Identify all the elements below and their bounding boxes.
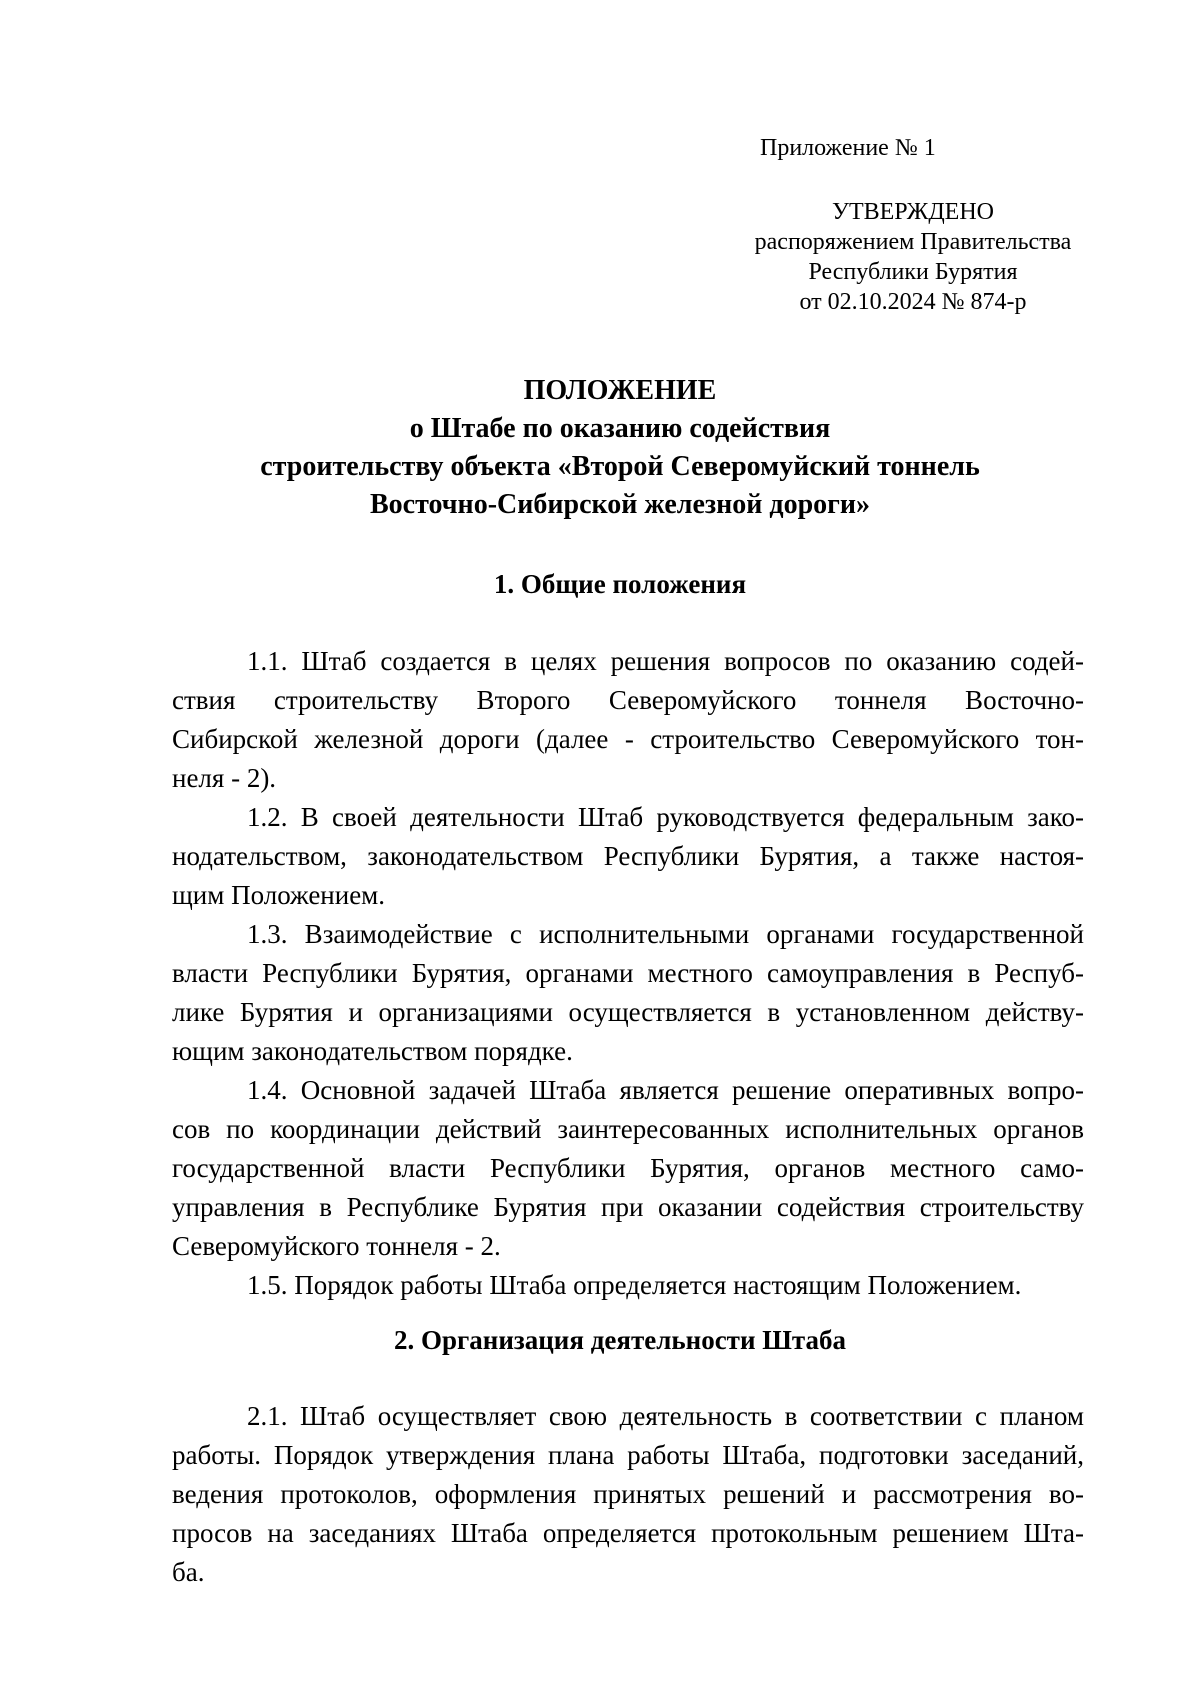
paragraph-line: Северомуйского тоннеля - 2. — [172, 1231, 501, 1261]
paragraph-1-2 — [172, 798, 1084, 915]
paragraph-1-4 — [172, 1071, 1084, 1266]
section-heading-organization: 2. Организация деятельности Штаба — [394, 1325, 846, 1355]
paragraph-line: работы. Порядок утверждения плана работы Штаба, подготовки заседаний, — [172, 1440, 1084, 1470]
paragraph-line: 1.4. Основной задачей Штаба является решение оперативных вопро- — [247, 1075, 1084, 1105]
title-line: Восточно-Сибирской железной дороги» — [370, 489, 870, 520]
paragraph-line: государственной власти Республики Бурятия, органов местного само- — [172, 1153, 1084, 1183]
paragraph-line: 1.1. Штаб создается в целях решения вопросов по оказанию содей- — [247, 646, 1084, 676]
title-line: ПОЛОЖЕНИЕ — [523, 375, 717, 406]
paragraph-line: ствия строительству Второго Северомуйского тоннеля Восточно- — [172, 685, 1084, 715]
section-heading-general: 1. Общие положения — [493, 569, 747, 599]
paragraph-1-5 — [172, 1266, 1084, 1305]
approved-line: УТВЕРЖДЕНО — [831, 199, 995, 225]
paragraph-1-3 — [172, 915, 1084, 1071]
paragraph-line: ба. — [172, 1557, 205, 1587]
paragraph-line: управления в Республике Бурятия при оказании содействия строительству — [172, 1192, 1084, 1222]
title-line: строительству объекта «Второй Северомуйский тоннель — [260, 451, 980, 482]
paragraph-line: лике Бурятия и организациями осуществляется в установленном действу- — [172, 997, 1084, 1027]
paragraph-line: сов по координации действий заинтересованных исполнительных органов — [172, 1114, 1084, 1144]
title-line: о Штабе по оказанию содействия — [409, 413, 831, 444]
paragraph-line: неля - 2). — [172, 763, 277, 793]
approval-stamp-block — [748, 197, 1078, 317]
paragraph-line: власти Республики Бурятия, органами местного самоуправления в Респуб- — [172, 958, 1084, 988]
document-title — [170, 372, 1070, 524]
paragraph-line: Сибирской железной дороги (далее - строительство Северомуйского тон- — [172, 724, 1084, 754]
paragraph-line: ющим законодательством порядке. — [172, 1036, 573, 1066]
paragraph-line: 1.2. В своей деятельности Штаб руководствуется федеральным зако- — [247, 802, 1084, 832]
approved-line: Республики Бурятия — [808, 259, 1018, 285]
paragraph-line: 1.3. Взаимодействие с исполнительными органами государственной — [247, 919, 1084, 949]
paragraph-1-1 — [172, 642, 1084, 798]
approved-line: от 02.10.2024 № 874-р — [799, 289, 1027, 315]
paragraph-line: просов на заседаниях Штаба определяется протокольным решением Шта- — [172, 1518, 1084, 1548]
paragraph-line: 1.5. Порядок работы Штаба определяется настоящим Положением. — [247, 1270, 1022, 1300]
paragraph-line: ведения протоколов, оформления принятых решений и рассмотрения во- — [172, 1479, 1084, 1509]
appendix-label: Приложение № 1 — [760, 135, 936, 161]
paragraph-line: 2.1. Штаб осуществляет свою деятельность в соответствии с планом — [247, 1401, 1084, 1431]
approved-line: распоряжением Правительства — [754, 229, 1072, 255]
paragraph-line: нодательством, законодательством Республики Бурятия, а также настоя- — [172, 841, 1084, 871]
paragraph-line: щим Положением. — [172, 880, 386, 910]
paragraph-2-1 — [172, 1397, 1084, 1592]
